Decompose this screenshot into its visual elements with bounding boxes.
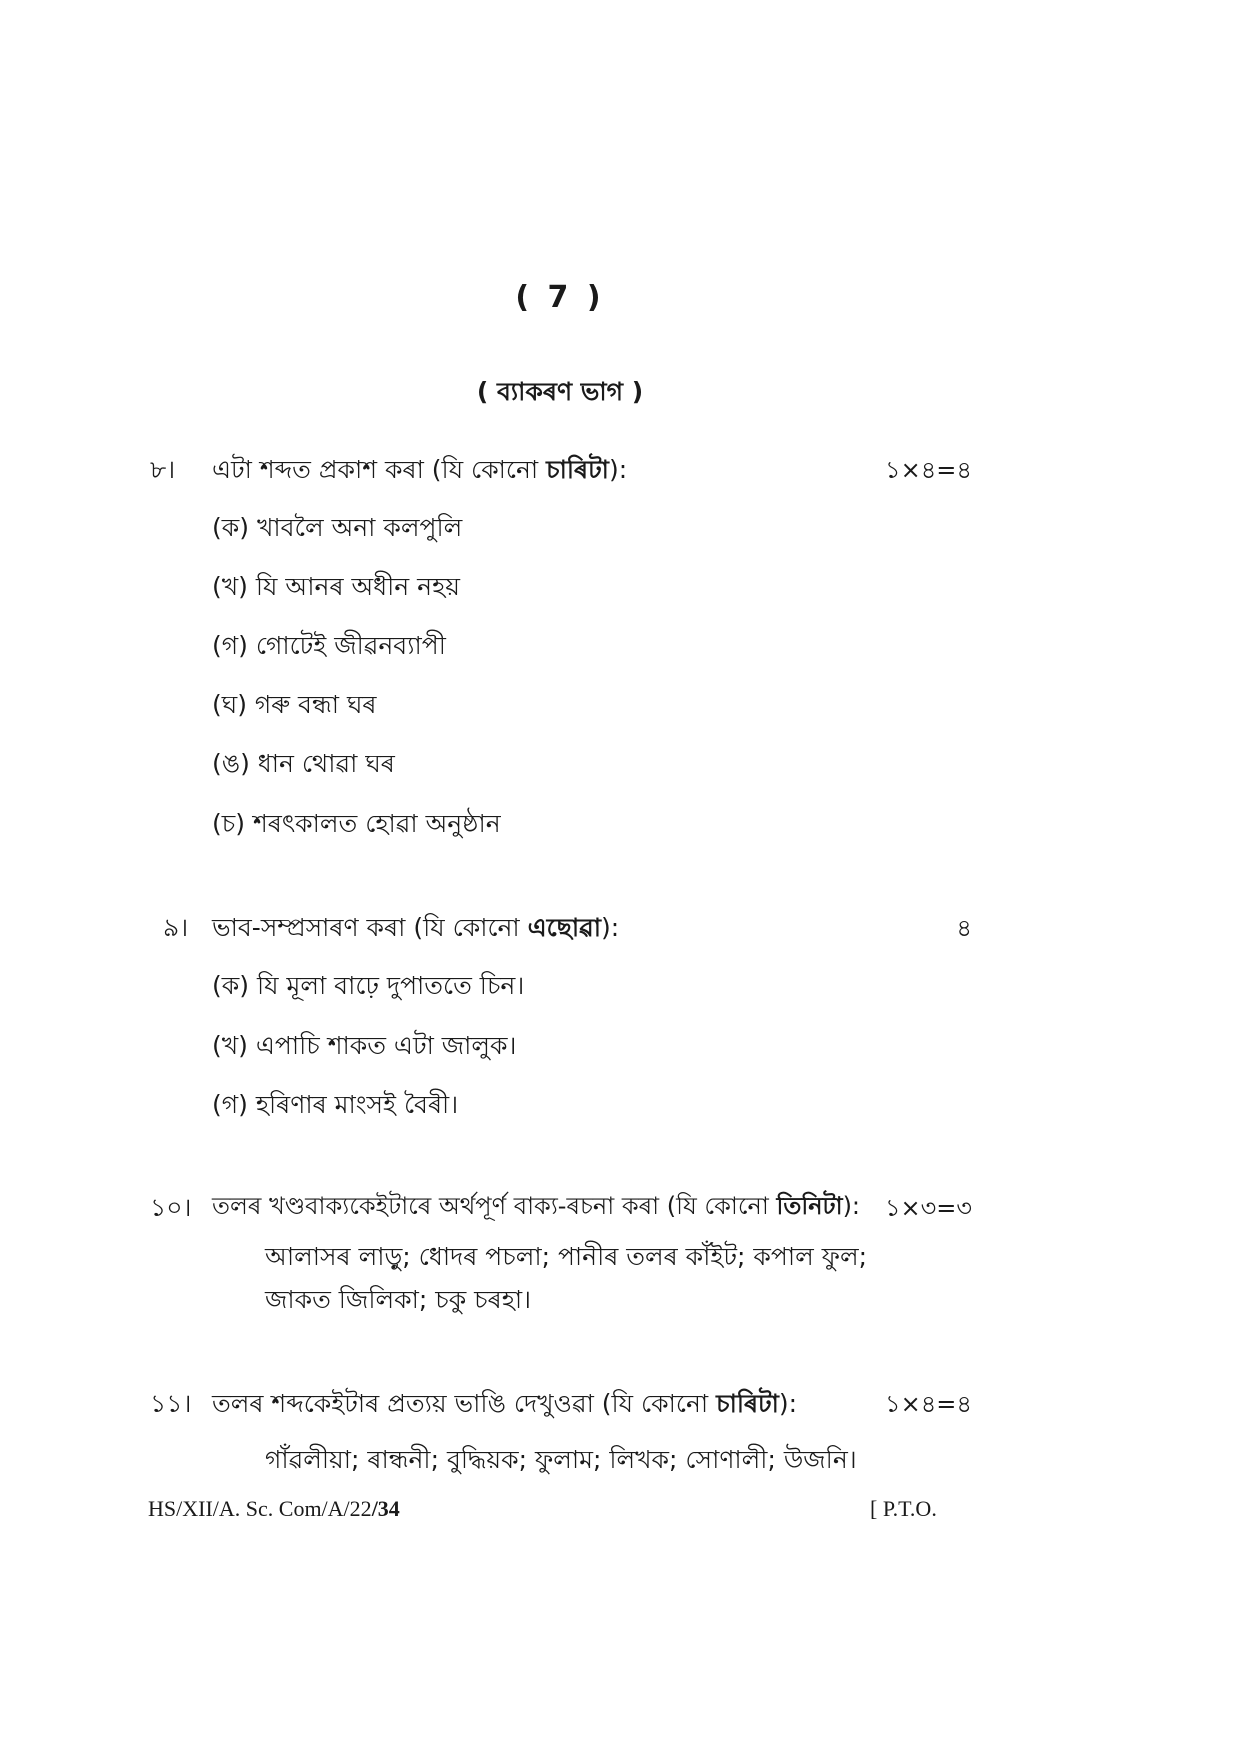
question-9-marks: ৪ [956,914,972,942]
q9-option-ka: (ক) যি মূলা বাঢ়ে দুপাততে চিন। [212,971,525,1000]
question-9-number: ৯। [163,913,189,942]
q9-option-kha: (খ) এপাচি শাকত এটা জালুক। [212,1031,517,1060]
question-8-marks: ১×৪=৪ [885,456,972,484]
q8-option-nga: (ঙ) ধান থোৱা ঘৰ [212,749,395,778]
question-11-marks: ১×৪=৪ [885,1390,972,1418]
q8-option-ga: (গ) গোটেই জীৱনব্যাপী [212,631,446,660]
q8-option-gha: (ঘ) গৰু বন্ধা ঘৰ [212,690,377,719]
question-10-number: ১০। [150,1193,192,1222]
question-8-number: ৮। [150,455,176,484]
q11-line-1: গাঁৱলীয়া; ৰান্ধনী; বুদ্ধিয়ক; ফুলাম; লিখক; সোণালী; উজনি। [265,1445,857,1474]
q10-line-1: আলাসৰ লাড়ু; ধোদৰ পচলা; পানীৰ তলৰ কাঁইট; কপাল ফুল; [265,1242,868,1271]
q8-option-kha: (খ) যি আনৰ অধীন নহয় [212,572,460,601]
question-11-number: ১১। [150,1389,192,1418]
q8-option-cha: (চ) শৰৎকালত হোৱা অনুষ্ঠান [212,809,501,838]
page-number: ( 7 ) [515,280,605,315]
question-11-text: তলৰ শব্দকেইটাৰ প্ৰত্যয় ভাঙি দেখুওৱা (যি কোনো চাৰিটা): [212,1389,798,1418]
q8-option-ka: (ক) খাবলৈ অনা কলপুলি [212,513,463,542]
paper-code: HS/XII/A. Sc. Com/A/22/34 [148,1496,400,1521]
q10-line-2: জাকত জিলিকা; চকু চৰহা। [265,1285,532,1314]
question-9-text: ভাব-সম্প্ৰসাৰণ কৰা (যি কোনো এছোৱা): [212,913,620,942]
pto-label: [ P.T.O. [870,1496,937,1521]
section-title: ( ব্যাকৰণ ভাগ ) [476,377,644,406]
question-8-text: এটা শব্দত প্ৰকাশ কৰা (যি কোনো চাৰিটা): [212,455,628,484]
q9-option-ga: (গ) হৰিণাৰ মাংসই বৈৰী। [212,1090,459,1119]
question-10-marks: ১×৩=৩ [884,1194,972,1222]
question-10-text: তলৰ খণ্ডবাক্যকেইটাৰে অৰ্থপূৰ্ণ বাক্য-ৰচনা কৰা (যি কোনো তিনিটা): [212,1192,861,1220]
